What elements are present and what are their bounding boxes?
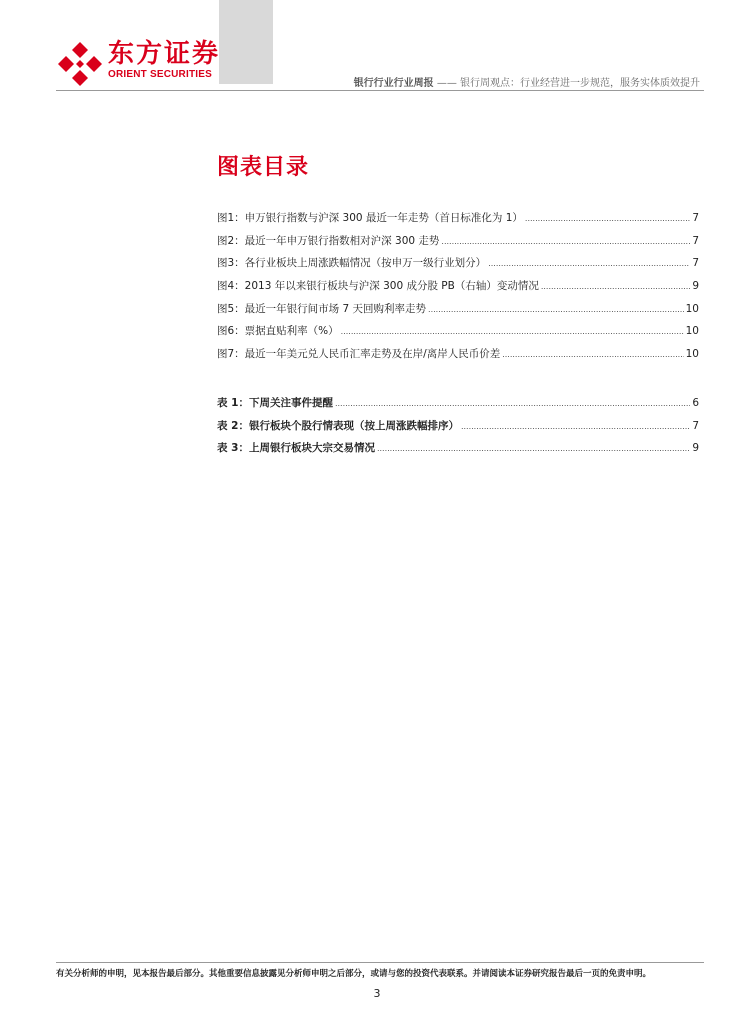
- toc-entry-page: 10: [685, 325, 699, 338]
- toc-entry-table-3[interactable]: [217, 440, 699, 463]
- toc-entry-label: 表 3：上周银行板块大宗交易情况: [217, 442, 375, 455]
- header-decoration-block: [219, 0, 273, 84]
- toc-entry-label: 表 2：银行板块个股行情表现（按上周涨跌幅排序）: [217, 419, 459, 432]
- toc-entry-label: 图7：最近一年美元兑人民币汇率走势及在岸/离岸人民币价差: [217, 348, 501, 361]
- report-subtitle: 银行周观点：行业经营进一步规范，服务实体质效提升: [460, 78, 700, 89]
- toc-leader: [428, 305, 684, 314]
- toc-title: 图表目录: [217, 155, 310, 180]
- toc-entry-page: 10: [685, 302, 699, 315]
- toc-leader: [341, 327, 684, 336]
- toc-entry-label: 图5：最近一年银行间市场 7 天回购利率走势: [217, 302, 427, 315]
- toc-leader: [541, 282, 690, 291]
- toc-entry-page: 10: [685, 348, 699, 361]
- toc-entry-page: 7: [692, 212, 699, 224]
- toc-entry-label: 表 1：下周关注事件提醒: [217, 397, 333, 409]
- report-type: 银行行业行业周报: [353, 78, 434, 89]
- toc-entry-table-2[interactable]: [217, 418, 699, 441]
- toc-entry-label: 图1：申万银行指数与沪深 300 最近一年走势（首日标准化为 1）: [217, 212, 523, 224]
- running-header: [354, 74, 700, 89]
- toc-entry-page: 7: [692, 234, 699, 247]
- toc-entry-figure-2[interactable]: [217, 233, 699, 256]
- toc-entry-figure-7[interactable]: [217, 346, 699, 369]
- toc-leader: [502, 350, 683, 359]
- toc-entry-figure-3[interactable]: [217, 255, 699, 278]
- toc-entry-label: 图4：2013 年以来银行板块与沪深 300 成分股 PB（右轴）变动情况: [217, 280, 539, 293]
- toc-entry-figure-1[interactable]: [217, 210, 699, 233]
- toc-entry-page: 9: [692, 442, 699, 455]
- toc-entry-page: 7: [692, 419, 699, 432]
- footer-divider: [56, 962, 704, 963]
- toc-entry-page: 6: [692, 397, 699, 409]
- footer-disclaimer: 有关分析师的申明，见本报告最后部分。其他重要信息披露见分析师申明之后部分，或请与您的投资代表联系。并请阅读本证券研究报告最后一页的免责申明。: [56, 969, 652, 979]
- toc-entry-page: 9: [692, 280, 699, 293]
- table-list: [217, 395, 699, 463]
- toc-leader: [525, 214, 690, 223]
- orient-securities-logo: [56, 40, 104, 88]
- header-divider: [56, 90, 704, 91]
- toc-entry-page: 7: [692, 257, 699, 270]
- header-separator: ——: [436, 78, 457, 89]
- toc-entry-label: 图3：各行业板块上周涨跌幅情况（按申万一级行业划分）: [217, 257, 487, 270]
- toc-leader: [377, 444, 690, 453]
- toc-entry-label: 图6：票据直贴利率（%）: [217, 325, 339, 338]
- toc-entry-figure-5[interactable]: [217, 301, 699, 324]
- toc-leader: [441, 237, 690, 246]
- brand-name-cn: 东方证券: [108, 39, 221, 69]
- toc-leader: [335, 399, 690, 408]
- toc-entry-label: 图2：最近一年申万银行指数相对沪深 300 走势: [217, 234, 440, 247]
- toc-entry-figure-6[interactable]: [217, 323, 699, 346]
- page-number: 3: [373, 987, 381, 1000]
- figure-list: [217, 210, 699, 369]
- toc-entry-table-1[interactable]: [217, 395, 699, 418]
- toc-entry-figure-4[interactable]: [217, 278, 699, 301]
- toc-leader: [461, 422, 690, 431]
- brand-name-en: ORIENT SECURITIES: [108, 69, 212, 80]
- toc-leader: [488, 259, 690, 268]
